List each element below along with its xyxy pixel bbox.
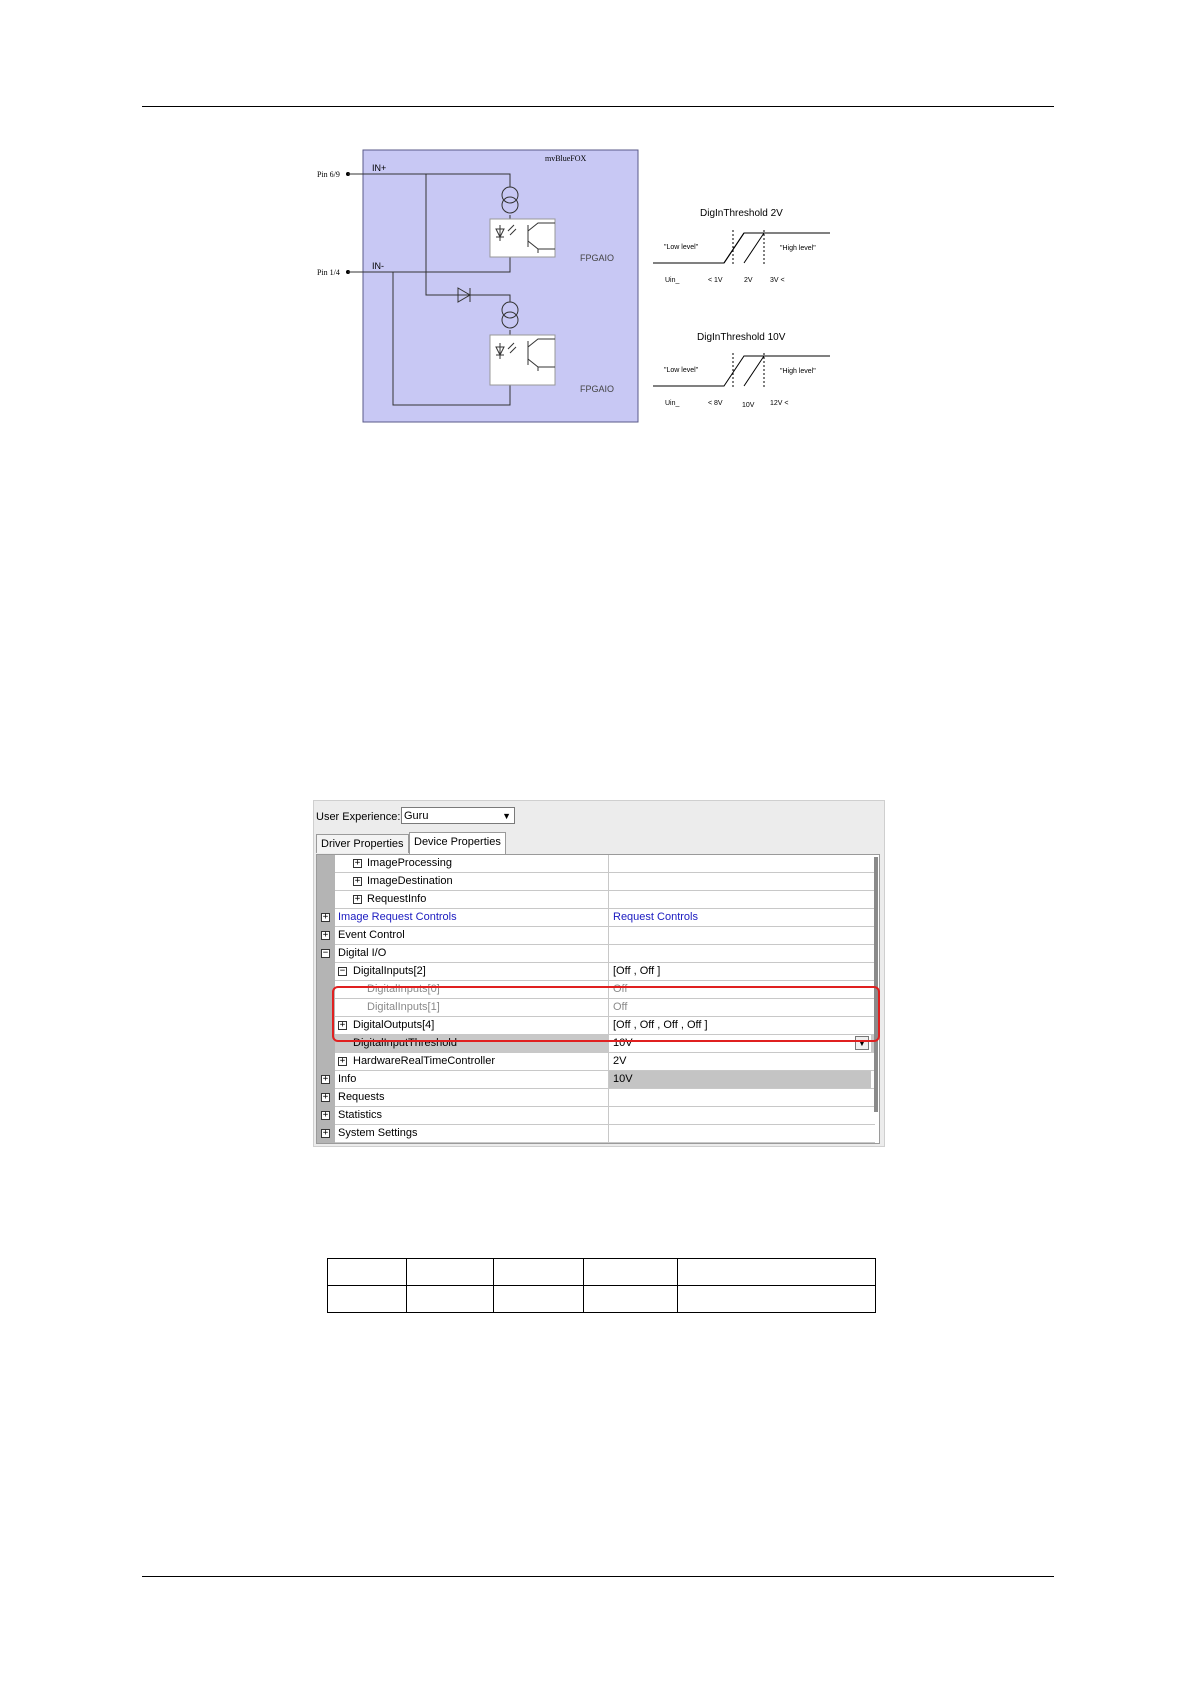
threshold-10v-low: "Low level" xyxy=(664,367,699,374)
row-name: HardwareRealTimeController xyxy=(353,1055,496,1067)
row-name: DigitalInputs[0] xyxy=(367,983,440,995)
expand-icon[interactable]: + xyxy=(322,912,329,922)
row-name: DigitalInputs[2] xyxy=(353,965,426,977)
threshold-2v-uin: Uin_ xyxy=(665,277,680,284)
expand-icon[interactable]: + xyxy=(322,930,329,940)
row-name: DigitalInputThreshold xyxy=(353,1037,457,1049)
table-row[interactable] xyxy=(335,891,875,909)
row-value: [Off , Off , Off , Off ] xyxy=(613,1019,708,1031)
fpga-bottom-label: FPGAIO xyxy=(580,384,615,394)
threshold-2v-diagram xyxy=(653,208,830,284)
threshold-10v-hi: 12V < xyxy=(770,400,789,407)
empty-table xyxy=(327,1258,876,1313)
dropdown-option-2v[interactable]: 2V xyxy=(609,1053,871,1070)
table-row[interactable] xyxy=(335,963,875,981)
threshold-2v-high: "High level" xyxy=(780,245,816,252)
footer-rule xyxy=(142,1576,1054,1577)
row-value: Request Controls xyxy=(613,911,698,923)
dropdown-option-10v[interactable]: 10V xyxy=(609,1071,871,1088)
table-row[interactable] xyxy=(335,1017,875,1035)
threshold-10v-mid: 10V xyxy=(742,402,755,409)
expand-icon[interactable]: + xyxy=(322,1110,329,1120)
in-plus-label: IN+ xyxy=(372,163,387,173)
user-experience-select[interactable] xyxy=(401,807,515,824)
chevron-down-icon: ▼ xyxy=(502,811,511,821)
property-grid-screenshot xyxy=(313,800,885,1147)
table-row xyxy=(328,1286,876,1313)
expand-icon[interactable]: + xyxy=(322,1074,329,1084)
expand-icon[interactable]: + xyxy=(339,1056,346,1066)
threshold-2v-mid: 2V xyxy=(744,277,753,284)
row-name: DigitalOutputs[4] xyxy=(353,1019,435,1031)
collapse-icon[interactable]: − xyxy=(322,948,329,958)
table-row[interactable] xyxy=(335,855,875,873)
row-value: Off xyxy=(613,1001,628,1013)
threshold-2v-title: DigInThreshold 2V xyxy=(700,208,783,219)
chevron-down-icon[interactable]: ▼ xyxy=(855,1036,869,1050)
threshold-10v-high: "High level" xyxy=(780,368,816,375)
table-row[interactable] xyxy=(322,1125,875,1143)
table-row[interactable] xyxy=(322,927,875,945)
row-name: DigitalInputs[1] xyxy=(367,1001,440,1013)
threshold-dropdown-value: 10V xyxy=(613,1037,633,1049)
expand-icon[interactable]: + xyxy=(322,1128,329,1138)
in-minus-label: IN- xyxy=(372,261,384,271)
threshold-10v-diagram xyxy=(653,332,830,409)
fpga-top-label: FPGAIO xyxy=(580,253,615,263)
tab-device-properties[interactable]: Device Properties xyxy=(409,832,506,854)
row-name: RequestInfo xyxy=(367,893,427,905)
threshold-10v-uin: Uin_ xyxy=(665,400,680,407)
table-row[interactable] xyxy=(322,1107,875,1125)
row-name: ImageDestination xyxy=(367,875,453,887)
table-row[interactable] xyxy=(322,909,875,927)
threshold-2v-low: "Low level" xyxy=(664,244,699,251)
row-value: [Off , Off ] xyxy=(613,965,661,977)
table-row[interactable] xyxy=(322,945,875,963)
vertical-scrollbar[interactable] xyxy=(874,857,878,1112)
collapse-icon[interactable]: − xyxy=(339,966,346,976)
table-row xyxy=(328,1259,876,1286)
row-name: Image Request Controls xyxy=(338,911,457,923)
optocoupler-bottom xyxy=(490,335,555,385)
user-experience-label: User Experience: xyxy=(316,811,401,823)
table-row[interactable] xyxy=(335,873,875,891)
table-row[interactable] xyxy=(335,1053,875,1071)
table-row[interactable] xyxy=(335,981,875,999)
row-name: ImageProcessing xyxy=(367,857,452,869)
expand-icon[interactable]: + xyxy=(354,876,361,886)
table-row[interactable] xyxy=(335,999,875,1017)
row-name: System Settings xyxy=(338,1127,418,1139)
expand-icon[interactable]: + xyxy=(354,894,361,904)
user-experience-value: Guru xyxy=(404,810,429,822)
row-name: Requests xyxy=(338,1091,385,1103)
pin-bottom-label: Pin 1/4 xyxy=(317,268,340,277)
expand-icon[interactable]: + xyxy=(354,858,361,868)
header-rule xyxy=(142,106,1054,107)
row-name: Info xyxy=(338,1073,357,1085)
device-label: mvBlueFOX xyxy=(545,154,587,163)
row-value: Off xyxy=(613,983,628,995)
threshold-10v-lo: < 8V xyxy=(708,400,723,407)
row-name: Digital I/O xyxy=(338,947,387,959)
circuit-figure xyxy=(310,145,850,430)
expand-icon[interactable]: + xyxy=(322,1092,329,1102)
tab-driver-properties[interactable]: Driver Properties xyxy=(316,834,409,853)
threshold-2v-lo: < 1V xyxy=(708,277,723,284)
table-row-selected[interactable] xyxy=(335,1035,875,1053)
table-row[interactable] xyxy=(322,1071,875,1089)
row-name: Event Control xyxy=(338,929,405,941)
property-grid xyxy=(316,854,880,1144)
threshold-2v-hi: 3V < xyxy=(770,277,785,284)
table-row[interactable] xyxy=(322,1089,875,1107)
expand-icon[interactable]: + xyxy=(339,1020,346,1030)
threshold-10v-title: DigInThreshold 10V xyxy=(697,332,786,343)
threshold-dropdown[interactable] xyxy=(609,1035,871,1052)
pin-top-label: Pin 6/9 xyxy=(317,170,340,179)
row-name: Statistics xyxy=(338,1109,383,1121)
